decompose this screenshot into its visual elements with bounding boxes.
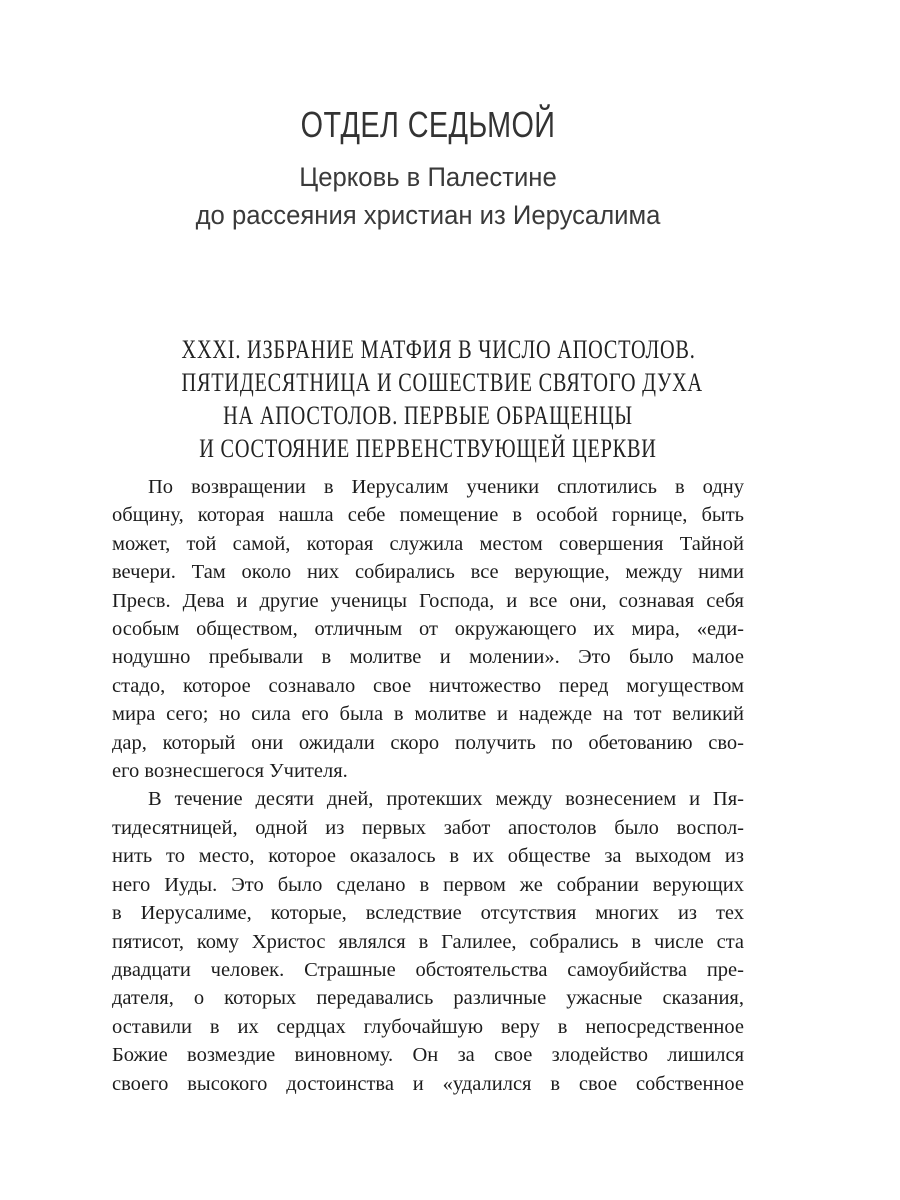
text-line: вечери. Там около них собирались все верующие, между ними (112, 561, 744, 584)
text-line: него Иуды. Это было сделано в первом же собрании верующих (112, 873, 744, 896)
section-subtitle-line: до рассеяния христиан из Иерусалима (195, 200, 661, 230)
text-line: нодушно пребывали в молитве и молении». Это было малое (112, 646, 744, 669)
text-line: двадцати человек. Страшные обстоятельства самоубийства пре- (112, 958, 744, 981)
text-line: оставили в их сердцах глубочайшую веру в непосредственное (112, 1015, 744, 1038)
section-subtitle (128, 158, 728, 234)
text-line: его вознесшегося Учителя. (112, 760, 348, 783)
text-line: тидесятницей, одной из первых забот апостолов было воспол- (112, 816, 744, 839)
chapter-heading-line: ПЯТИДЕСЯТНИЦА И СОШЕСТВИЕ СВЯТОГО ДУХА (181, 368, 703, 397)
text-line: дар, который они ожидали скоро получить по обетованию сво- (112, 731, 744, 754)
body-text (112, 473, 744, 1098)
section-subtitle-line: Церковь в Палестине (299, 162, 557, 192)
text-line: нить то место, которое оказалось в их обществе за выходом из (112, 845, 744, 868)
chapter-heading-line: НА АПОСТОЛОВ. ПЕРВЫЕ ОБРАЩЕНЦЫ (223, 401, 633, 430)
text-line: Божие возмездие виновному. Он за свое злодейство лишился (112, 1044, 744, 1067)
text-column (112, 0, 744, 1098)
paragraph (112, 473, 744, 785)
text-line: стадо, которое сознавало свое ничтожество перед могуществом (112, 674, 744, 697)
text-line: В течение десяти дней, протекших между вознесением и Пя- (148, 788, 744, 811)
paragraph (112, 785, 744, 1097)
text-line: в Иерусалиме, которые, вследствие отсутствия многих из тех (112, 902, 744, 925)
text-line: дателя, о которых передавались различные ужасные сказания, (112, 987, 744, 1010)
text-line: пятисот, кому Христос являлся в Галилее, собрались в числе ста (112, 930, 744, 953)
chapter-heading-line: XXXI. ИЗБРАНИЕ МАТФИЯ В ЧИСЛО АПОСТОЛОВ. (181, 335, 696, 364)
text-line: Пресв. Дева и другие ученицы Господа, и все они, сознавая себя (112, 589, 744, 612)
section-title: ОТДЕЛ СЕДЬМОЙ (300, 104, 556, 145)
text-line: своего высокого достоинства и «удалился в свое собственное (112, 1072, 744, 1095)
chapter-heading (112, 333, 744, 465)
text-line: особым обществом, отличным от окружающего их мира, «еди- (112, 618, 744, 641)
text-line: мира сего; но сила его была в молитве и надежде на тот великий (112, 703, 744, 726)
text-line: По возвращении в Иерусалим ученики сплотились в одну (148, 476, 744, 498)
chapter-heading-line: И СОСТОЯНИЕ ПЕРВЕНСТВУЮЩЕЙ ЦЕРКВИ (199, 434, 657, 463)
text-line: общину, которая нашла себе помещение в особой горнице, быть (112, 504, 744, 527)
text-line: может, той самой, которая служила местом совершения Тайной (112, 532, 744, 555)
